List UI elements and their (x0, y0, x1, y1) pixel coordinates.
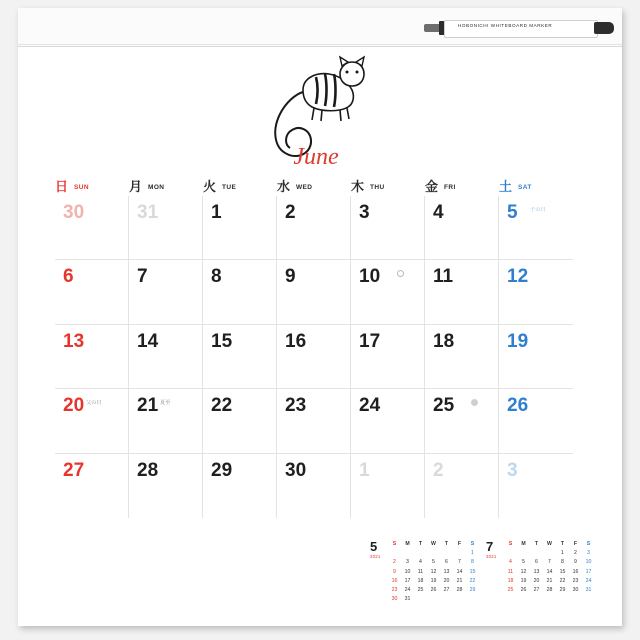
day-number: 15 (211, 330, 233, 352)
calendar-day-cell[interactable] (55, 389, 129, 453)
mini-day-cell: 28 (456, 586, 463, 593)
mini-weekday-header: M (521, 540, 526, 547)
weekday-label-ja: 土 (499, 179, 513, 194)
mini-day-cell: 15 (469, 568, 476, 575)
day-number: 2 (433, 459, 444, 481)
mini-day-cell: 30 (391, 596, 398, 603)
day-number: 25 (433, 395, 455, 417)
day-number: 3 (359, 202, 370, 223)
mini-weekday-header: T (560, 540, 565, 547)
mini-day-cell (388, 549, 401, 558)
mini-day-cell: 27 (533, 586, 540, 593)
day-number: 12 (507, 266, 529, 288)
mini-week-row (388, 549, 479, 558)
weekday-header-row (55, 176, 585, 196)
mini-weekday-header: T (534, 540, 539, 547)
mini-day-cell: 10 (404, 568, 411, 575)
day-note: 父の日 (86, 400, 102, 407)
mini-day-cell: 21 (546, 577, 553, 584)
mini-day-cell: 25 (417, 586, 424, 593)
mini-week-row (388, 595, 479, 604)
weekday-label-en: FRI (444, 184, 456, 191)
calendar-day-cell[interactable] (425, 325, 499, 389)
day-number: 1 (359, 459, 370, 481)
weekday-label-en: THU (370, 184, 385, 191)
marker-cap (594, 22, 614, 34)
weekday-label-ja: 火 (203, 179, 217, 194)
calendar-day-cell[interactable] (277, 454, 351, 518)
calendar-day-cell[interactable] (425, 389, 499, 453)
mini-day-cell: 6 (535, 559, 538, 566)
day-number: 16 (285, 330, 307, 352)
weekday-label-en: TUE (222, 184, 237, 191)
mini-calendar-next (486, 540, 598, 614)
calendar-day-cell[interactable] (277, 325, 351, 389)
mini-day-cell: 9 (393, 568, 396, 575)
mini-day-cell: 22 (469, 577, 476, 584)
calendar-day-cell[interactable] (499, 196, 573, 260)
mini-day-cell: 14 (456, 568, 463, 575)
mini-day-cell (517, 595, 530, 604)
mini-day-cell: 1 (561, 550, 564, 557)
mini-day-cell: 11 (417, 568, 424, 575)
mini-day-cell: 3 (406, 559, 409, 566)
day-number: 14 (137, 330, 159, 352)
mini-day-cell (453, 595, 466, 604)
mini-week-row (388, 568, 479, 577)
calendar-day-cell[interactable] (129, 389, 203, 453)
calendar-day-cell[interactable] (129, 196, 203, 260)
mini-month-number: 7 (486, 539, 494, 554)
binder-divider (18, 44, 622, 45)
day-number: 13 (63, 330, 85, 352)
mini-week-row (388, 586, 479, 595)
day-number: 19 (507, 330, 529, 352)
weekday-label-en: SAT (518, 184, 532, 191)
mini-day-cell (414, 549, 427, 558)
mini-day-cell: 27 (443, 586, 450, 593)
calendar-day-cell[interactable] (499, 260, 573, 324)
marker-tip-icon (424, 24, 440, 32)
mini-day-cell: 24 (404, 586, 411, 593)
mini-day-cell (427, 595, 440, 604)
mini-day-cell: 18 (507, 577, 514, 584)
weekday-label-ja: 日 (55, 179, 69, 194)
mini-header-row (388, 540, 479, 549)
mini-weekday-header: M (405, 540, 410, 547)
mini-week-row (504, 568, 595, 577)
weekday-header-fri (425, 176, 499, 196)
mini-day-cell: 16 (391, 577, 398, 584)
mini-day-cell: 24 (585, 577, 592, 584)
mini-day-cell: 12 (430, 568, 437, 575)
mini-weekday-header: W (431, 540, 436, 547)
calendar-day-cell[interactable] (55, 325, 129, 389)
month-name-handwritten (266, 140, 366, 172)
mini-day-cell (427, 549, 440, 558)
day-number: 20 (63, 395, 85, 417)
weekday-header-sun (55, 176, 129, 196)
mini-day-cell (466, 595, 479, 604)
mini-week-row (504, 558, 595, 567)
mini-weekday-header: F (457, 540, 462, 547)
mini-day-cell: 4 (509, 559, 512, 566)
calendar-grid (55, 196, 573, 518)
mini-day-cell: 4 (419, 559, 422, 566)
mini-day-cell: 5 (522, 559, 525, 566)
mini-day-cell: 13 (443, 568, 450, 575)
mini-day-cell (401, 549, 414, 558)
mini-weekday-header: S (470, 540, 475, 547)
weekday-label-ja: 木 (351, 179, 365, 194)
calendar-day-cell[interactable] (277, 389, 351, 453)
calendar-day-cell[interactable] (203, 325, 277, 389)
calendar-day-cell[interactable] (55, 196, 129, 260)
mini-day-cell: 12 (520, 568, 527, 575)
mini-day-cell: 29 (559, 586, 566, 593)
day-number: 30 (63, 202, 85, 223)
mini-calendar-previous (370, 540, 482, 614)
calendar-day-cell[interactable] (203, 196, 277, 260)
weekday-label-en: WED (296, 184, 313, 191)
calendar-day-cell[interactable] (351, 260, 425, 324)
mini-day-cell: 26 (430, 586, 437, 593)
calendar-day-cell[interactable] (351, 389, 425, 453)
mini-day-cell: 9 (574, 559, 577, 566)
weekday-label-ja: 月 (129, 179, 143, 194)
day-number: 11 (433, 266, 454, 288)
day-number: 27 (63, 459, 85, 481)
weekday-label-en: SUN (74, 184, 89, 191)
calendar-day-cell[interactable] (203, 260, 277, 324)
mini-day-cell (530, 549, 543, 558)
mini-week-row (504, 595, 595, 604)
day-number: 9 (285, 266, 296, 288)
calendar-day-cell[interactable] (351, 196, 425, 260)
day-number: 17 (359, 330, 381, 352)
calendar-day-cell[interactable] (129, 454, 203, 518)
day-number: 5 (507, 202, 518, 223)
day-number: 2 (285, 202, 296, 223)
mini-day-cell: 2 (574, 550, 577, 557)
calendar-day-cell[interactable] (499, 454, 573, 518)
day-number: 21 (137, 395, 159, 417)
calendar-day-cell[interactable] (351, 454, 425, 518)
mini-day-cell (440, 549, 453, 558)
weekday-header-mon (129, 176, 203, 196)
mini-year-label: 2021 (486, 554, 497, 559)
mini-day-cell: 6 (445, 559, 448, 566)
mini-week-row (504, 577, 595, 586)
marker-label: HOBONICHI WHITEBOARD MARKER (458, 23, 553, 28)
mini-day-cell: 22 (559, 577, 566, 584)
mini-day-cell (543, 595, 556, 604)
mini-year-label: 2021 (370, 554, 381, 559)
day-number: 30 (285, 459, 307, 481)
mini-week-row (388, 577, 479, 586)
mini-day-cell: 15 (559, 568, 566, 575)
mini-week-row (504, 586, 595, 595)
new-moon-icon (397, 270, 404, 277)
mini-day-cell: 11 (507, 568, 514, 575)
day-number: 28 (137, 459, 159, 481)
mini-day-cell: 8 (561, 559, 564, 566)
weekday-label-en: MON (148, 184, 165, 191)
mini-day-cell: 16 (572, 568, 579, 575)
calendar-day-cell[interactable] (55, 260, 129, 324)
mini-day-cell: 14 (546, 568, 553, 575)
mini-week-row (504, 549, 595, 558)
mini-day-cell: 1 (471, 550, 474, 557)
whiteboard-marker[interactable] (424, 20, 614, 36)
day-number: 23 (285, 395, 307, 417)
mini-day-cell (453, 549, 466, 558)
mini-day-cell: 3 (587, 550, 590, 557)
mini-day-cell (556, 595, 569, 604)
calendar-day-cell[interactable] (499, 389, 573, 453)
mini-day-cell: 30 (572, 586, 579, 593)
calendar-day-cell[interactable] (129, 325, 203, 389)
day-number: 24 (359, 395, 381, 417)
mini-day-cell (569, 595, 582, 604)
day-number: 31 (137, 202, 159, 223)
calendar-day-cell[interactable] (351, 325, 425, 389)
mini-day-cell: 18 (417, 577, 424, 584)
mini-day-cell: 31 (585, 586, 592, 593)
mini-day-cell: 17 (404, 577, 411, 584)
mini-calendar-table (504, 540, 595, 604)
weekday-label-ja: 金 (425, 179, 439, 194)
calendar-day-cell[interactable] (425, 260, 499, 324)
mini-day-cell: 23 (391, 586, 398, 593)
calendar-day-cell[interactable] (425, 454, 499, 518)
mini-day-cell (582, 595, 595, 604)
calendar-day-cell[interactable] (55, 454, 129, 518)
mini-calendar-table (388, 540, 479, 604)
mini-day-cell (504, 595, 517, 604)
mini-day-cell: 19 (520, 577, 527, 584)
mini-day-cell: 20 (443, 577, 450, 584)
mini-weekday-header: T (418, 540, 423, 547)
calendar-day-cell[interactable] (129, 260, 203, 324)
mini-weekday-header: W (547, 540, 552, 547)
mini-day-cell: 21 (456, 577, 463, 584)
mini-day-cell: 13 (533, 568, 540, 575)
mini-day-cell: 5 (432, 559, 435, 566)
mini-day-cell: 7 (548, 559, 551, 566)
day-number: 6 (63, 266, 74, 288)
mini-header-row (504, 540, 595, 549)
day-note: 子の日 (530, 207, 546, 213)
mini-month-number: 5 (370, 539, 378, 554)
mini-day-cell: 31 (404, 596, 411, 603)
day-number: 29 (211, 459, 233, 481)
day-number: 22 (211, 395, 233, 417)
calendar-day-cell[interactable] (277, 196, 351, 260)
weekday-header-wed (277, 176, 351, 196)
mini-weekday-header: S (392, 540, 397, 547)
weekday-header-sat (499, 176, 573, 196)
mini-day-cell: 25 (507, 586, 514, 593)
mini-day-cell: 2 (393, 559, 396, 566)
mini-day-cell: 7 (458, 559, 461, 566)
mini-day-cell: 10 (585, 559, 592, 566)
mini-day-cell (440, 595, 453, 604)
mini-day-cell (517, 549, 530, 558)
weekday-header-tue (203, 176, 277, 196)
svg-text:June: June (293, 144, 339, 170)
mini-day-cell: 23 (572, 577, 579, 584)
calendar-day-cell[interactable] (203, 389, 277, 453)
mini-day-cell (543, 549, 556, 558)
mini-day-cell (414, 595, 427, 604)
mini-weekday-header: S (586, 540, 591, 547)
weekday-label-ja: 水 (277, 179, 291, 194)
mini-day-cell (530, 595, 543, 604)
mini-weekday-header: T (444, 540, 449, 547)
day-number: 10 (359, 266, 381, 288)
day-number: 18 (433, 330, 455, 352)
mini-day-cell: 29 (469, 586, 476, 593)
mini-day-cell: 8 (471, 559, 474, 566)
mini-day-cell: 28 (546, 586, 553, 593)
day-number: 4 (433, 202, 444, 223)
calendar-day-cell[interactable] (277, 260, 351, 324)
mini-weekday-header: S (508, 540, 513, 547)
day-note: 夏至 (160, 400, 171, 407)
day-number: 1 (211, 202, 222, 223)
mini-day-cell: 17 (585, 568, 592, 575)
calendar-day-cell[interactable] (203, 454, 277, 518)
mini-day-cell: 26 (520, 586, 527, 593)
calendar-day-cell[interactable] (425, 196, 499, 260)
mini-week-row (388, 558, 479, 567)
day-number: 8 (211, 266, 222, 288)
full-moon-icon (471, 399, 478, 406)
calendar-day-cell[interactable] (499, 325, 573, 389)
mini-day-cell: 20 (533, 577, 540, 584)
day-number: 3 (507, 459, 518, 481)
weekday-header-thu (351, 176, 425, 196)
day-number: 26 (507, 395, 529, 417)
mini-day-cell (504, 549, 517, 558)
mini-day-cell: 19 (430, 577, 437, 584)
day-number: 7 (137, 266, 148, 288)
mini-weekday-header: F (573, 540, 578, 547)
